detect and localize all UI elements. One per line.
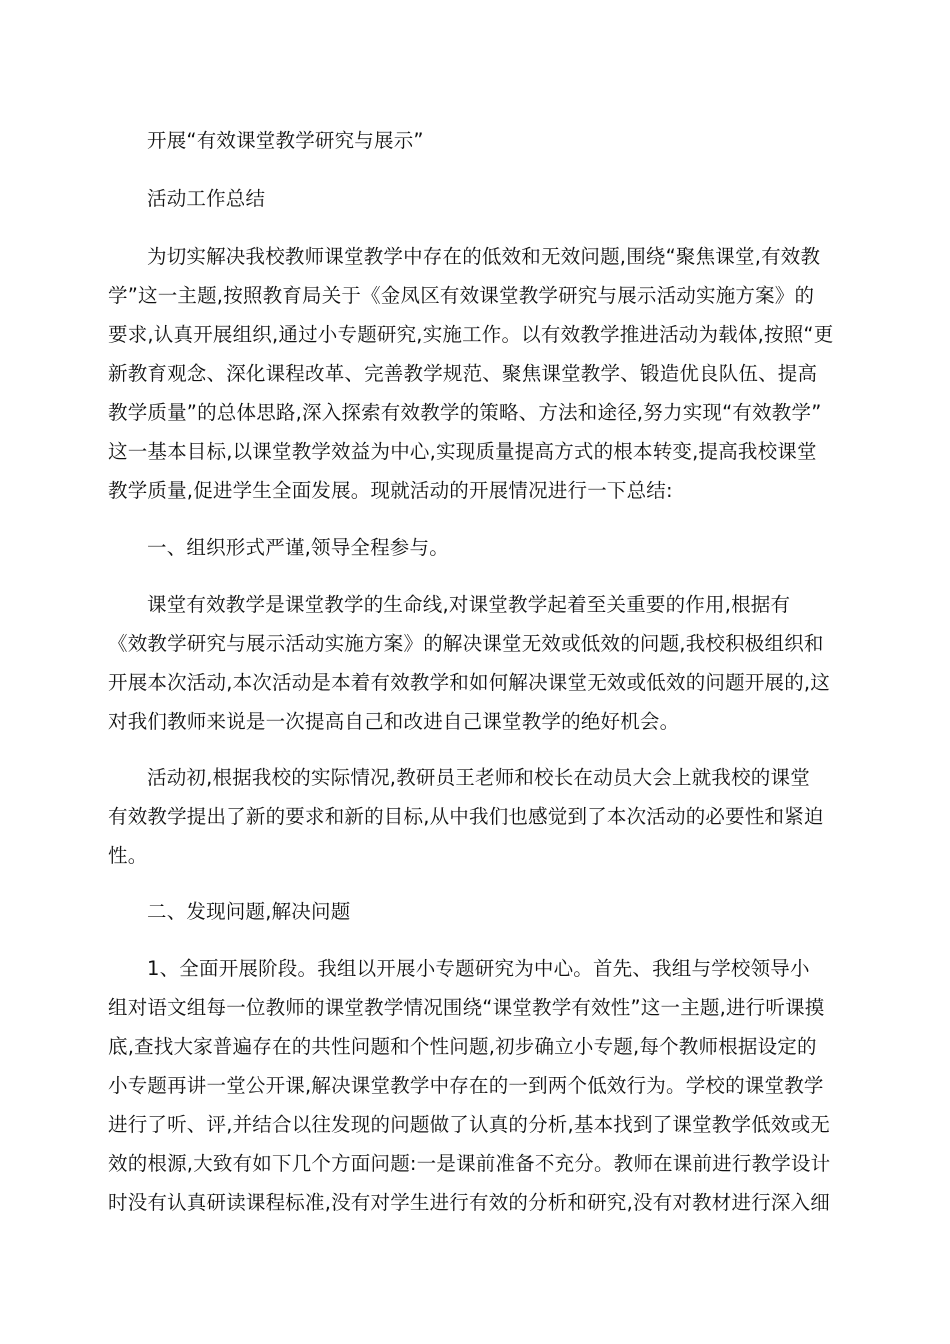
intro-line: 教学质量”的总体思路,深入探索有效教学的策略、方法和途径,努力实现“有效教学”	[108, 401, 822, 424]
section-1-heading: 一、组织形式严谨,领导全程参与。	[147, 536, 449, 559]
section-1-paragraph-1-line: 对我们教师来说是一次提高自己和改进自己课堂教学的绝好机会。	[108, 710, 680, 733]
intro-line: 为切实解决我校教师课堂教学中存在的低效和无效问题,围绕“聚焦课堂,有效教	[147, 245, 821, 268]
section-2-paragraph-1-line: 组对语文组每一位教师的课堂教学情况围绕“课堂教学有效性”这一主题,进行听课摸	[108, 996, 825, 1019]
section-2-paragraph-1-line: 时没有认真研读课程标准,没有对学生进行有效的分析和研究,没有对教材进行深入细	[108, 1191, 830, 1214]
section-2-heading: 二、发现问题,解决问题	[147, 900, 351, 923]
section-1-paragraph-2-line: 活动初,根据我校的实际情况,教研员王老师和校长在动员大会上就我校的课堂	[147, 766, 810, 789]
section-1-paragraph-2-line: 性。	[108, 844, 148, 867]
section-2-paragraph-1-line: 1、全面开展阶段。我组以开展小专题研究为中心。首先、我组与学校领导小	[147, 957, 810, 980]
document-title-line-2: 活动工作总结	[147, 187, 266, 210]
section-2-paragraph-1-line: 底,查找大家普遍存在的共性问题和个性问题,初步确立小专题,每个教师根据设定的	[108, 1035, 817, 1058]
intro-line: 教学质量,促进学生全面发展。现就活动的开展情况进行一下总结:	[108, 479, 673, 502]
section-1-paragraph-1-line: 课堂有效教学是课堂教学的生命线,对课堂教学起着至关重要的作用,根据有	[147, 593, 791, 616]
intro-line: 新教育观念、深化课程改革、完善教学规范、聚焦课堂教学、锻造优良队伍、提高	[108, 362, 818, 385]
section-1-paragraph-1-line: 《效教学研究与展示活动实施方案》的解决课堂无效或低效的问题,我校积极组织和	[108, 632, 824, 655]
section-1-paragraph-1-line: 开展本次活动,本次活动是本着有效教学和如何解决课堂无效或低效的问题开展的,这	[108, 671, 830, 694]
section-1-paragraph-2-line: 有效教学提出了新的要求和新的目标,从中我们也感觉到了本次活动的必要性和紧迫	[108, 805, 824, 828]
intro-line: 这一基本目标,以课堂教学效益为中心,实现质量提高方式的根本转变,提高我校课堂	[108, 440, 817, 463]
section-2-paragraph-1-line: 效的根源,大致有如下几个方面问题:一是课前准备不充分。教师在课前进行教学设计	[108, 1152, 831, 1175]
section-2-paragraph-1-line: 小专题再讲一堂公开课,解决课堂教学中存在的一到两个低效行为。学校的课堂教学	[108, 1074, 824, 1097]
document-title-line-1: 开展“有效课堂教学研究与展示”	[147, 129, 424, 152]
intro-line: 要求,认真开展组织,通过小专题研究,实施工作。以有效教学推进活动为载体,按照“更	[108, 323, 834, 346]
section-2-paragraph-1-line: 进行了听、评,并结合以往发现的问题做了认真的分析,基本找到了课堂教学低效或无	[108, 1113, 830, 1136]
intro-line: 学”这一主题,按照教育局关于《金凤区有效课堂教学研究与展示活动实施方案》的	[108, 284, 815, 307]
